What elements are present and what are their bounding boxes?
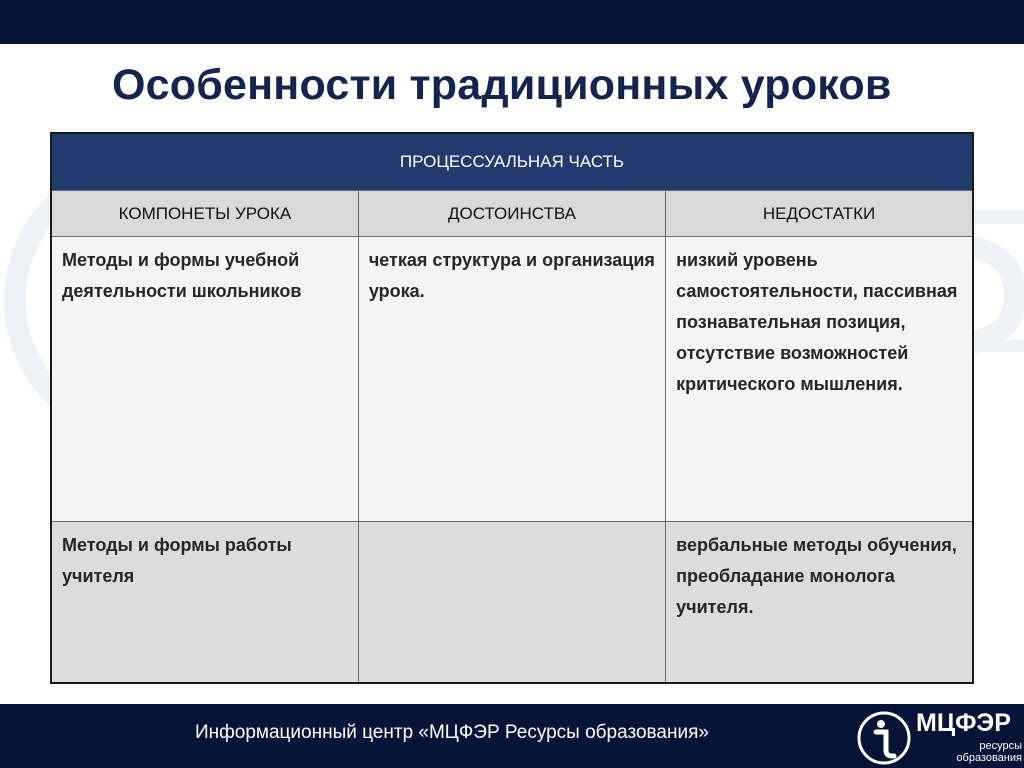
top-bar — [0, 0, 1024, 44]
table-section-header-row — [51, 133, 973, 191]
cell-component: Методы и формы учебной деятельности школьников — [51, 237, 358, 522]
slide-title: Особенности традиционных уроков — [112, 61, 892, 109]
logo-subtitle — [916, 740, 1022, 764]
table-column-header-row — [51, 191, 973, 237]
cell-advantages — [358, 522, 665, 684]
logo-subtitle-line-2: образования — [956, 752, 1022, 764]
comparison-table — [50, 132, 974, 684]
mcfer-logo-icon — [856, 710, 912, 766]
column-header-advantages: ДОСТОИНСТВА — [358, 191, 665, 237]
column-header-disadvantages: НЕДОСТАТКИ — [666, 191, 973, 237]
logo-name: МЦФЭР — [916, 709, 1011, 737]
footer-text: Информационный центр «МЦФЭР Ресурсы образования» — [195, 722, 709, 743]
table-row — [51, 237, 973, 522]
table-row — [51, 522, 973, 684]
logo-subtitle-line-1: ресурсы — [979, 740, 1022, 752]
cell-disadvantages: вербальные методы обучения, преобладание монолога учителя. — [666, 522, 973, 684]
section-header: ПРОЦЕССУАЛЬНАЯ ЧАСТЬ — [51, 133, 973, 191]
column-header-components: КОМПОНЕТЫ УРОКА — [51, 191, 358, 237]
cell-component: Методы и формы работы учителя — [51, 522, 358, 684]
cell-disadvantages: низкий уровень самостоятельности, пассивная познавательная позиция, отсутствие возможностей критического мышления. — [666, 237, 973, 522]
cell-advantages: четкая структура и организация урока. — [358, 237, 665, 522]
